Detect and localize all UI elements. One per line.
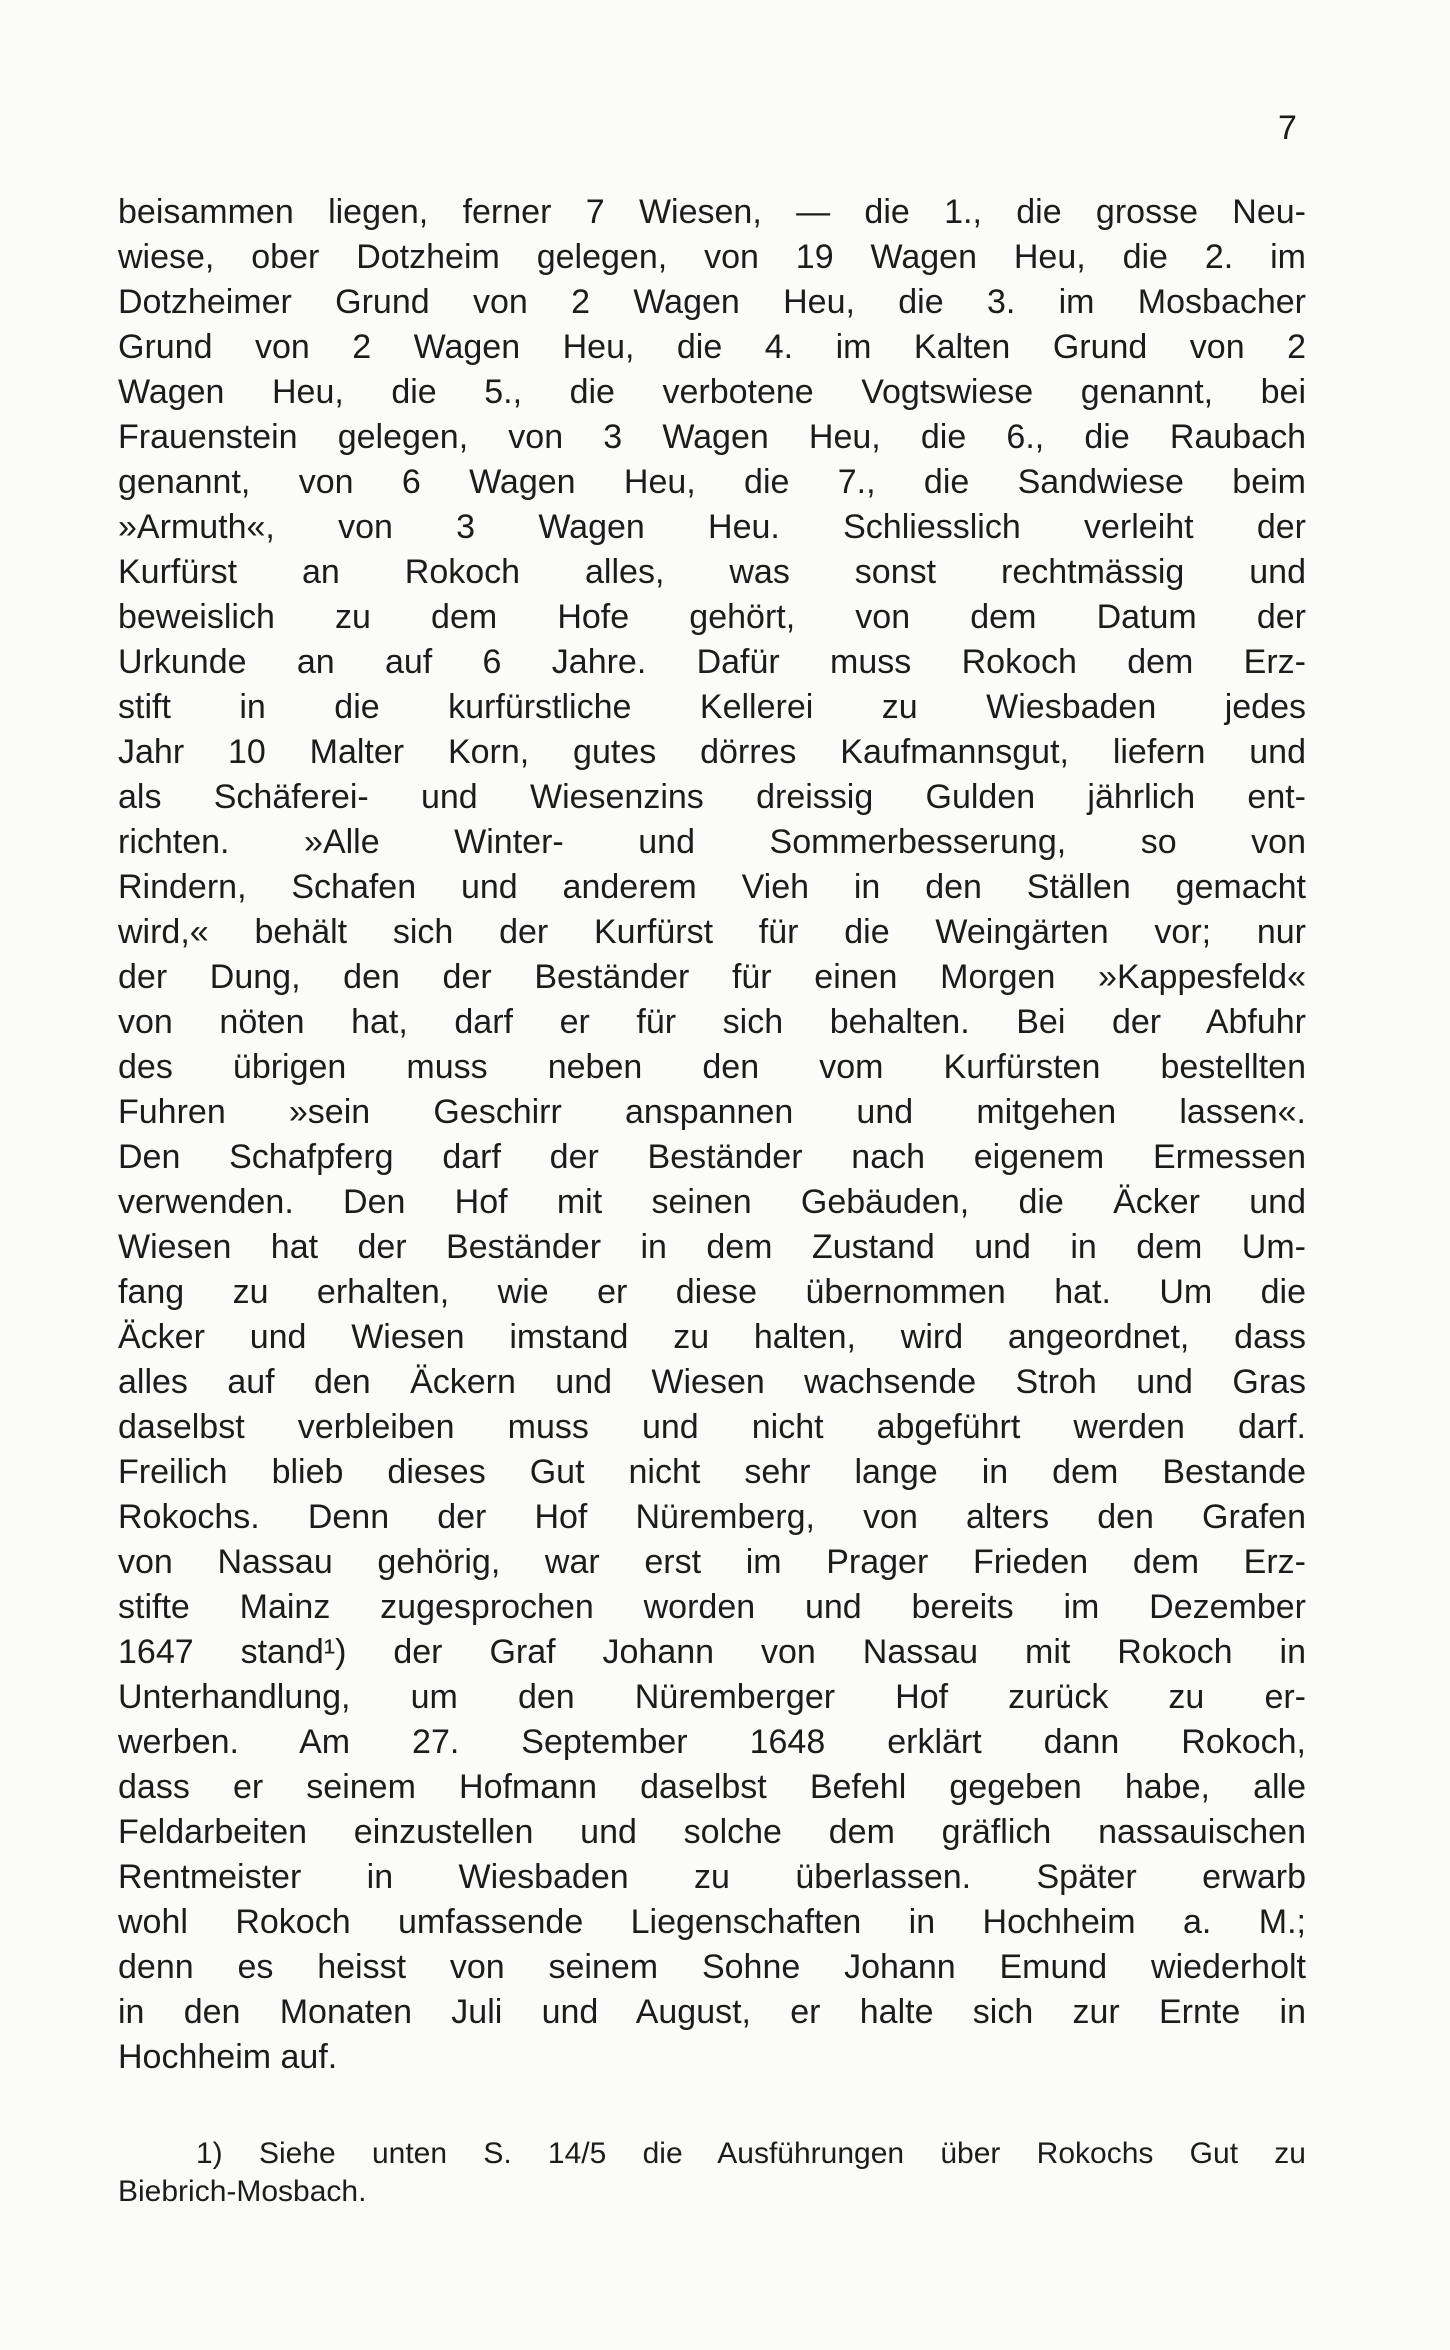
text-line: Den Schafpferg darf der Beständer nach eigenem Ermessen [118, 1138, 1306, 1176]
text-line: Frauenstein gelegen, von 3 Wagen Heu, die 6., die Raubach [118, 418, 1306, 456]
page-number: 7 [1278, 109, 1297, 147]
text-line: von nöten hat, darf er für sich behalten. Bei der Abfuhr [118, 1003, 1306, 1041]
text-line: Rentmeister in Wiesbaden zu überlassen. Später erwarb [118, 1858, 1306, 1896]
text-line: verwenden. Den Hof mit seinen Gebäuden, die Äcker und [118, 1183, 1306, 1221]
text-line: denn es heisst von seinem Sohne Johann Emund wiederholt [118, 1948, 1306, 1986]
text-line: Hochheim auf. [118, 2038, 338, 2076]
text-line: alles auf den Äckern und Wiesen wachsende Stroh und Gras [118, 1363, 1306, 1401]
text-line: richten. »Alle Winter- und Sommerbesserung, so von [118, 823, 1306, 861]
text-line: dass er seinem Hofmann daselbst Befehl gegeben habe, alle [118, 1768, 1306, 1806]
text-line: genannt, von 6 Wagen Heu, die 7., die Sandwiese beim [118, 463, 1306, 501]
text-line: daselbst verbleiben muss und nicht abgeführt werden darf. [118, 1408, 1306, 1446]
text-line: Äcker und Wiesen imstand zu halten, wird angeordnet, dass [118, 1318, 1306, 1356]
text-line: wiese, ober Dotzheim gelegen, von 19 Wagen Heu, die 2. im [118, 238, 1306, 276]
text-line: Fuhren »sein Geschirr anspannen und mitgehen lassen«. [118, 1093, 1306, 1131]
text-line: wohl Rokoch umfassende Liegenschaften in Hochheim a. M.; [118, 1903, 1306, 1941]
footnote-line: 1) Siehe unten S. 14/5 die Ausführungen über Rokochs Gut zu [196, 2137, 1306, 2170]
text-line: als Schäferei- und Wiesenzins dreissig Gulden jährlich ent- [118, 778, 1306, 816]
footnote-line: Biebrich-Mosbach. [118, 2175, 367, 2208]
text-line: der Dung, den der Beständer für einen Morgen »Kappesfeld« [118, 958, 1306, 996]
text-line: Rindern, Schafen und anderem Vieh in den Ställen gemacht [118, 868, 1306, 906]
text-line: fang zu erhalten, wie er diese übernommen hat. Um die [118, 1273, 1306, 1311]
text-line: stifte Mainz zugesprochen worden und bereits im Dezember [118, 1588, 1306, 1626]
text-line: Grund von 2 Wagen Heu, die 4. im Kalten Grund von 2 [118, 328, 1306, 366]
text-line: des übrigen muss neben den vom Kurfürsten bestellten [118, 1048, 1306, 1086]
text-line: Kurfürst an Rokoch alles, was sonst rechtmässig und [118, 553, 1306, 591]
text-line: beweislich zu dem Hofe gehört, von dem Datum der [118, 598, 1306, 636]
text-line: von Nassau gehörig, war erst im Prager Frieden dem Erz- [118, 1543, 1306, 1581]
text-line: Jahr 10 Malter Korn, gutes dörres Kaufmannsgut, liefern und [118, 733, 1306, 771]
text-line: in den Monaten Juli und August, er halte sich zur Ernte in [118, 1993, 1306, 2031]
text-line: stift in die kurfürstliche Kellerei zu Wiesbaden jedes [118, 688, 1306, 726]
text-line: Freilich blieb dieses Gut nicht sehr lange in dem Bestande [118, 1453, 1306, 1491]
text-line: »Armuth«, von 3 Wagen Heu. Schliesslich verleiht der [118, 508, 1306, 546]
text-line: Feldarbeiten einzustellen und solche dem gräflich nassauischen [118, 1813, 1306, 1851]
text-line: wird,« behält sich der Kurfürst für die Weingärten vor; nur [118, 913, 1306, 951]
text-line: Urkunde an auf 6 Jahre. Dafür muss Rokoch dem Erz- [118, 643, 1306, 681]
text-line: beisammen liegen, ferner 7 Wiesen, — die 1., die grosse Neu- [118, 193, 1306, 231]
text-line: Unterhandlung, um den Nüremberger Hof zurück zu er- [118, 1678, 1306, 1716]
body-text [118, 190, 1306, 2080]
text-line: Wiesen hat der Beständer in dem Zustand und in dem Um- [118, 1228, 1306, 1266]
text-line: 1647 stand¹) der Graf Johann von Nassau mit Rokoch in [118, 1633, 1306, 1671]
footnote [118, 2135, 1306, 2211]
text-line: Dotzheimer Grund von 2 Wagen Heu, die 3. im Mosbacher [118, 283, 1306, 321]
text-line: Rokochs. Denn der Hof Nüremberg, von alters den Grafen [118, 1498, 1306, 1536]
text-line: Wagen Heu, die 5., die verbotene Vogtswiese genannt, bei [118, 373, 1306, 411]
text-line: werben. Am 27. September 1648 erklärt dann Rokoch, [118, 1723, 1306, 1761]
